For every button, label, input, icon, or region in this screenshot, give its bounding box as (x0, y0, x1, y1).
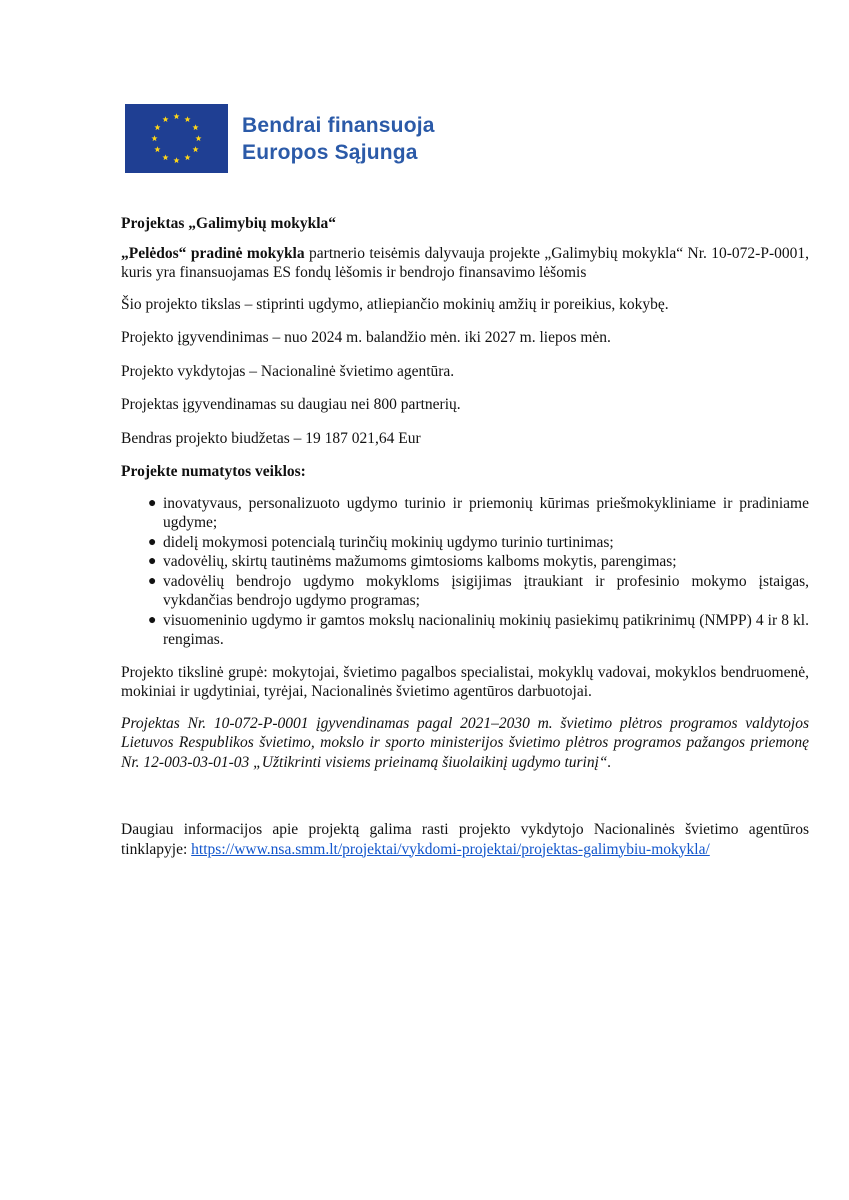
bullet-icon: ● (148, 612, 157, 628)
more-info-text: Daugiau informacijos apie projektą galima rasti projekto vykdytojo Nacionalinės švietimo agentūros tinklapyje: (121, 821, 809, 858)
star-icon (173, 157, 179, 163)
star-icon (195, 135, 201, 141)
star-icon (184, 154, 190, 160)
school-name: „Pelėdos“ pradinė mokykla (121, 244, 305, 262)
bullet-icon: ● (148, 573, 157, 589)
project-website-link[interactable]: https://www.nsa.smm.lt/projektai/vykdomi-projektai/projektas-galimybiu-mokykla/ (191, 840, 710, 858)
star-icon (151, 135, 157, 141)
logo-line-2: Europos Sąjunga (242, 140, 418, 164)
eu-flag-icon (125, 104, 228, 173)
intro-paragraph (121, 244, 809, 283)
intro-text: partnerio teisėmis dalyvauja projekte „Galimybių mokykla“ Nr. 10-072-P-0001, kuris yra finansuojamas ES fondų lėšomis ir bendrojo finansavimo lėšomis (121, 244, 809, 281)
logo-caption (242, 112, 435, 166)
document-body (121, 214, 809, 871)
executor-paragraph: Projekto vykdytojas – Nacionalinė švietimo agentūra. (121, 362, 455, 380)
bullet-icon: ● (148, 534, 157, 550)
more-info-paragraph (121, 820, 809, 859)
star-icon (162, 116, 168, 122)
period-paragraph: Projekto įgyvendinimas – nuo 2024 m. balandžio mėn. iki 2027 m. liepos mėn. (121, 329, 611, 346)
star-icon (154, 124, 160, 130)
bullet-icon: ● (148, 495, 157, 511)
document-title: Projektas „Galimybių mokykla“ (121, 215, 337, 232)
star-icon (173, 113, 179, 119)
activities-heading: Projekte numatytos veiklos: (121, 463, 306, 480)
list-item: ● inovatyvaus, personalizuoto ugdymo turinio ir priemonių kūrimas priešmokykliniame ir pradiniame ugdyme; (148, 494, 809, 531)
star-icon (193, 124, 199, 130)
list-item: ● vadovėlių, skirtų tautinėms mažumoms gimtosioms kalboms mokytis, parengimas; (148, 553, 677, 570)
partners-paragraph: Projektas įgyvendinamas su daugiau nei 800 partnerių. (121, 396, 461, 413)
list-item: ● visuomeninio ugdymo ir gamtos mokslų nacionalinių mokinių pasiekimų patikrinimų (NMPP) 4 ir 8 kl. rengimas. (148, 611, 809, 648)
activities-list (121, 494, 809, 650)
star-icon (184, 116, 190, 122)
star-icon (162, 154, 168, 160)
logo-line-1: Bendrai finansuoja (242, 113, 435, 137)
eu-funding-logo (125, 104, 435, 173)
program-note: Projektas Nr. 10-072-P-0001 įgyvendinamas pagal 2021–2030 m. švietimo plėtros programos valdytojos Lietuvos Respublikos švietimo, mokslo ir sporto ministerijos švietimo plėtros programos pažangos priemonę Nr. 12-003-03-01-03 „Užtikrinti visiems prieinamą šiuolaikinį ugdymo turinį“. (121, 714, 809, 771)
list-item: ● didelį mokymosi potencialą turinčių mokinių ugdymo turinio turtinimas; (148, 533, 614, 551)
star-icon (154, 146, 160, 152)
star-icon (193, 146, 199, 152)
list-item: ● vadovėlių bendrojo ugdymo mokykloms įsigijimas įtraukiant ir profesinio mokymo įstaigas, vykdančias bendrojo ugdymo programas; (148, 572, 809, 609)
goal-paragraph: Šio projekto tikslas – stiprinti ugdymo, atliepiančio mokinių amžių ir poreikius, kokybę. (121, 295, 669, 313)
budget-paragraph: Bendras projekto biudžetas – 19 187 021,64 Eur (121, 429, 421, 447)
bullet-icon: ● (148, 554, 157, 569)
target-group-paragraph: Projekto tikslinė grupė: mokytojai, švietimo pagalbos specialistai, mokyklų vadovai, mokyklos bendruomenė, mokiniai ir ugdytiniai, tyrėjai, Nacionalinės švietimo agentūros darbuotojai. (121, 663, 809, 700)
